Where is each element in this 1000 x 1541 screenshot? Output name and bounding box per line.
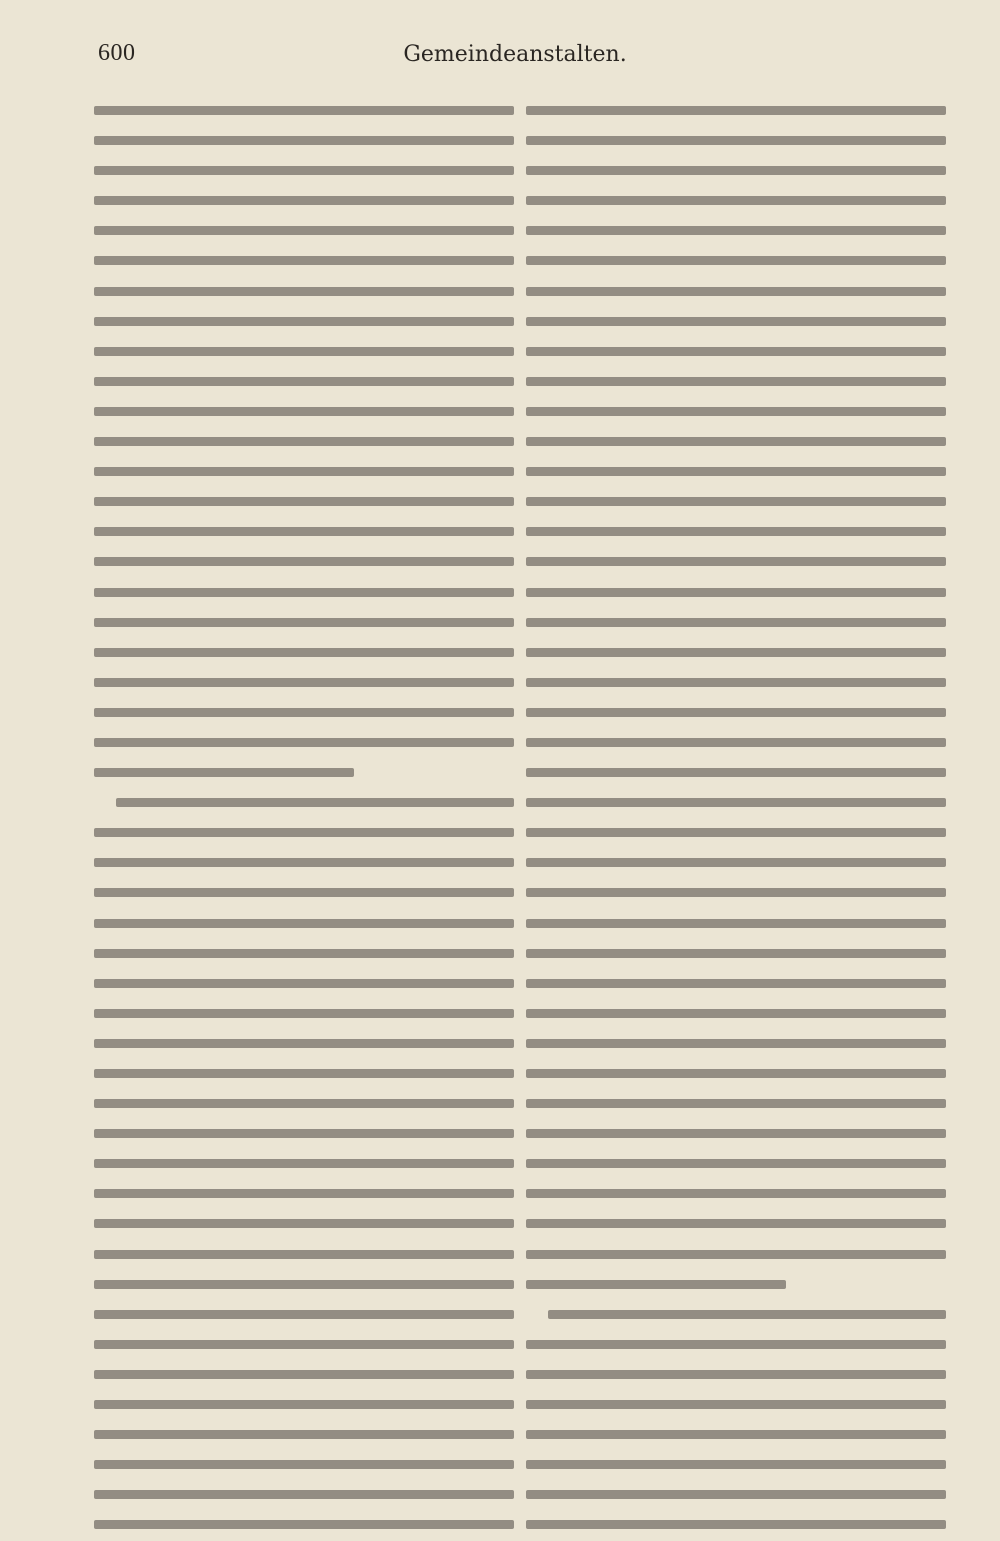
text-line	[526, 347, 946, 369]
text-line	[526, 1189, 946, 1211]
text-line	[526, 678, 946, 700]
text-line	[526, 557, 946, 579]
text-line	[94, 1520, 514, 1541]
text-line	[94, 1400, 514, 1422]
text-line	[526, 287, 946, 309]
text-line	[526, 1430, 946, 1452]
text-line	[526, 648, 946, 670]
text-line	[526, 256, 946, 278]
text-line	[526, 136, 946, 158]
text-line	[526, 1159, 946, 1181]
text-line	[94, 136, 514, 158]
text-line	[526, 618, 946, 640]
text-line	[94, 979, 514, 1001]
text-line	[94, 1069, 514, 1091]
text-line	[526, 497, 946, 519]
text-line	[526, 1219, 946, 1241]
text-line	[526, 1460, 946, 1482]
text-line	[94, 437, 514, 459]
right-column	[526, 98, 946, 1470]
text-line	[526, 708, 946, 730]
text-line	[526, 1280, 946, 1302]
text-line	[94, 798, 514, 820]
text-line	[94, 648, 514, 670]
text-line	[94, 1340, 514, 1362]
text-line	[94, 1280, 514, 1302]
text-line	[94, 1460, 514, 1482]
text-line	[526, 738, 946, 760]
text-line	[94, 919, 514, 941]
column-gutter	[518, 98, 519, 1470]
running-title: Gemeindeanstalten.	[403, 42, 627, 67]
text-line	[526, 166, 946, 188]
text-line	[526, 527, 946, 549]
text-line	[94, 738, 514, 760]
text-line	[526, 1400, 946, 1422]
text-line	[526, 1039, 946, 1061]
text-line	[94, 1430, 514, 1452]
text-line	[526, 317, 946, 339]
left-column	[94, 98, 514, 1470]
text-line	[526, 949, 946, 971]
text-line	[526, 1009, 946, 1031]
text-line	[94, 1099, 514, 1121]
text-line	[526, 919, 946, 941]
text-line	[94, 1490, 514, 1512]
text-line	[94, 497, 514, 519]
text-line	[94, 678, 514, 700]
text-line	[94, 858, 514, 880]
text-line	[526, 1250, 946, 1272]
text-line	[94, 888, 514, 910]
text-line	[94, 618, 514, 640]
text-line	[94, 768, 514, 790]
text-line	[526, 437, 946, 459]
text-line	[94, 407, 514, 429]
text-line	[94, 1310, 514, 1332]
text-line	[94, 377, 514, 399]
text-line	[94, 828, 514, 850]
text-line	[94, 1250, 514, 1272]
text-line	[526, 1129, 946, 1151]
text-line	[94, 588, 514, 610]
text-line	[526, 1490, 946, 1512]
text-line	[526, 377, 946, 399]
text-line	[94, 467, 514, 489]
text-line	[94, 196, 514, 218]
text-line	[526, 1310, 946, 1332]
text-line	[526, 768, 946, 790]
text-line	[94, 1129, 514, 1151]
text-line	[526, 798, 946, 820]
text-line	[94, 527, 514, 549]
text-line	[94, 1370, 514, 1392]
text-line	[94, 949, 514, 971]
text-line	[526, 858, 946, 880]
text-line	[94, 1219, 514, 1241]
text-line	[94, 1159, 514, 1181]
text-line	[526, 888, 946, 910]
text-line	[94, 317, 514, 339]
text-line	[526, 1069, 946, 1091]
text-line	[94, 287, 514, 309]
text-line	[94, 256, 514, 278]
text-line	[94, 708, 514, 730]
text-line	[526, 1340, 946, 1362]
text-line	[94, 1039, 514, 1061]
text-line	[526, 1370, 946, 1392]
text-line	[526, 828, 946, 850]
text-line	[94, 166, 514, 188]
text-line	[526, 106, 946, 128]
text-line	[526, 407, 946, 429]
text-line	[94, 347, 514, 369]
text-line	[526, 467, 946, 489]
text-line	[526, 979, 946, 1001]
page-number: 600	[98, 40, 136, 66]
text-line	[94, 226, 514, 248]
text-line	[526, 1520, 946, 1541]
text-line	[94, 106, 514, 128]
page-header	[92, 40, 938, 80]
text-line	[526, 1099, 946, 1121]
text-line	[526, 196, 946, 218]
text-line	[94, 1009, 514, 1031]
text-line	[526, 588, 946, 610]
text-line	[94, 1189, 514, 1211]
text-line	[94, 557, 514, 579]
text-line	[526, 226, 946, 248]
